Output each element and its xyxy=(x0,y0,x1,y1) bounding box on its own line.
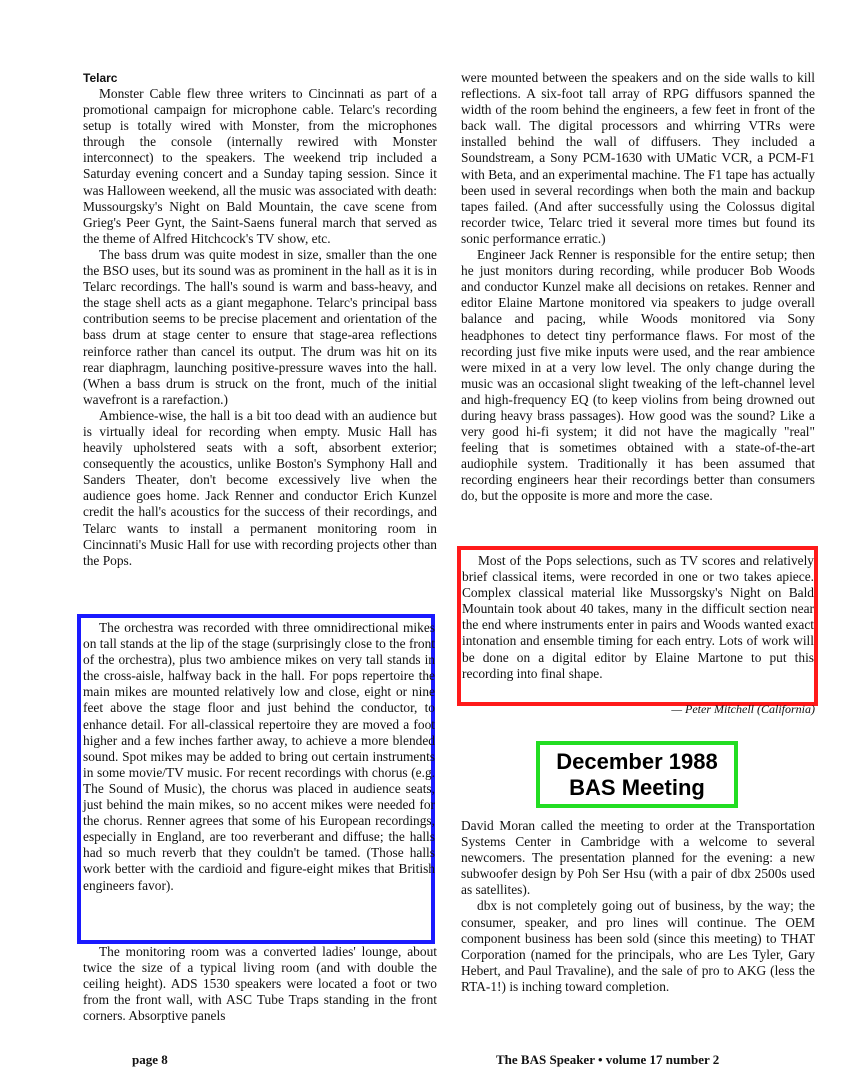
blue-box-text xyxy=(83,620,435,894)
paragraph: David Moran called the meeting to order at the Transportation Systems Center in Cambridge with a welcome to several newcomers. The presentation planned for the evening: a new subwoofer design by Poh Ser Hsu (with a pair of dbx 2500s used as satellites). xyxy=(461,818,815,898)
paragraph: Monster Cable flew three writers to Cincinnati as part of a promotional campaign for microphone cable. Telarc's recording setup is totally wired with Monster, from the microphones through the console (internally rewired with Monster interconnect) to the speakers. The weekend trip included a Saturday evening concert and a Sunday taping session. Since it was Halloween weekend, all the music was associated with death: Mussourgsky's Night on Bald Mountain, the cave scene from Grieg's Peer Gynt, the Saint-Saens funeral march that served as the theme of Alfred Hitchcock's TV show, etc. xyxy=(83,86,437,246)
page-number: page 8 xyxy=(132,1052,168,1067)
left-column-lower xyxy=(83,944,437,1024)
left-column xyxy=(83,70,437,569)
meeting-heading-line1: December 1988 xyxy=(556,748,718,774)
paragraph: The monitoring room was a converted ladies' lounge, about twice the size of a typical living room (and with double the ceiling height). ADS 1530 speakers were located a foot or two from the front wall, with ASC Tube Traps standing in the front corners. Absorptive panels xyxy=(83,944,437,1024)
publication-footer: The BAS Speaker • volume 17 number 2 xyxy=(496,1052,720,1067)
right-column xyxy=(461,70,815,505)
paragraph: The orchestra was recorded with three omnidirectional mikes on tall stands at the lip of the stage (surprisingly close to the front of the orchestra), plus two ambience mikes on very tall stands in the cross-aisle, halfway back in the hall. For pops repertoire the main mikes are mounted relatively low and close, eight or nine feet above the stage floor and just behind the conductor, to enhance detail. For all-classical repertoire they are moved a foot higher and a few inches farther away, to achieve a more blended sound. Spot mikes may be added to bring out certain instruments in some movie/TV music. For recent recordings with chorus (e.g. The Sound of Music), the chorus was placed in audience seats, just behind the main mikes, so no accent mikes were needed for the chorus. Renner agrees that some of his European recordings, especially in England, are too reverberant and diffuse; the halls had so much reverb that they couldn't be tamed. (Those halls work better with the cardioid and figure-eight mikes that British engineers favor). xyxy=(83,620,435,893)
meeting-heading-line2: BAS Meeting xyxy=(569,774,705,800)
author-signature: — Peter Mitchell (California) xyxy=(671,702,815,716)
meeting-heading-box xyxy=(536,741,738,808)
paragraph: Most of the Pops selections, such as TV scores and relatively brief classical items, were recorded in one or two takes apiece. Complex classical material like Mussorgsky's Night on Bald Mountain took about 40 takes, many in the difficult section near the end where instruments enter in pairs and Woods wanted exact intonation and ensemble timing for each entry. Lots of work will be done on a digital editor by Elaine Martone to put this recording into final shape. xyxy=(462,553,814,681)
paragraph: Ambience-wise, the hall is a bit too dead with an audience but is virtually ideal for recording when empty. Music Hall has heavily upholstered seats with a soft, absorbent exterior; consequently the acoustics, unlike Boston's Symphony Hall and Sanders Theater, don't become excessively live when the audience goes home. Jack Renner and conductor Erich Kunzel credit the hall's acoustics for the success of their recordings, and Telarc wants to install a permanent monitoring room in Cincinnati's Music Hall for use with recording projects other than the Pops. xyxy=(83,407,437,568)
paragraph: were mounted between the speakers and on the side walls to kill reflections. A six-foot tall array of RPG diffusors spanned the width of the room behind the engineers, a few feet in front of the back wall. The digital processors and whirring VTRs were installed behind the wall of diffusers. They included a Soundstream, a Sony PCM-1630 with UMatic VCR, a PCM-F1 with Beta, and an experimental machine. The F1 tape has actually been used in several recordings when both the main and backup tapes failed. (And after successfully using the Colossus digital recorder twice, Telarc tried it several more times but found its sonic performance erratic.) xyxy=(461,70,815,246)
paragraph: dbx is not completely going out of business, by the way; the consumer, speaker, and pro lines will continue. The OEM component business has been sold (since this meeting) to THAT Corporation (named for the principals, who are Les Tyler, Gary Hebert, and Paul Travaline), and the sale of pro to AKG (less the RTA-1!) is inching toward completion. xyxy=(461,898,815,994)
paragraph: Engineer Jack Renner is responsible for the entire setup; then he just monitors during recording, while producer Bob Woods and conductor Kunzel make all decisions on retakes. Renner and editor Elaine Martone monitored via speakers to judge overall balance and pacing, while Woods monitored via Sony headphones to detect tiny performance flaws. For most of the recording just five mike inputs were used, and the rear ambience were mixed in at a very low level. The only change during the music was an occasional slight tweaking of the left-channel level and high-frequency EQ (to keep violins from being drowned out during heavy brass passages). How good was the sound? Like a very good hi-fi system; it did not have the magically "real" feeling that is sometimes obtained with a state-of-the-art audiophile system. Traditionally it has been assumed that recording engineers hear their recordings better than consumers do, but the opposite is more and more the case. xyxy=(461,247,815,504)
paragraph: The bass drum was quite modest in size, smaller than the one the BSO uses, but its sound was as prominent in the hall as it is in Telarc recordings. The hall's sound is warm and bass-heavy, and the stage shell acts as a giant megaphone. Telarc's principal bass contribution seems to be precise placement and orientation of the bass drum at stage center to ensure that stage-area reflections reinforce rather than cancel its output. The drum was hit on its rear diaphragm, launching positive-pressure waves into the hall. (When a bass drum is struck on the front, much of the initial wavefront is a rarefaction.) xyxy=(83,246,437,407)
red-box-text xyxy=(462,553,814,682)
meeting-section xyxy=(461,818,815,995)
section-heading: Telarc xyxy=(83,71,118,85)
